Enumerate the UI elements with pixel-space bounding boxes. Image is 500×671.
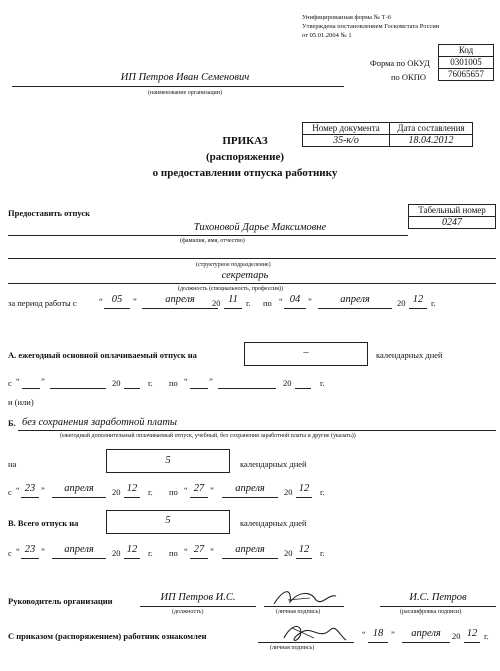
section-b-days-value: 5 bbox=[165, 455, 171, 466]
section-a-from-quote-open: “ bbox=[16, 376, 20, 386]
section-a-to-month-line bbox=[218, 388, 276, 389]
section-b-type-line bbox=[18, 430, 496, 431]
section-b-from-year-line bbox=[124, 497, 140, 498]
section-a-to-year-prefix: 20 bbox=[283, 378, 292, 388]
okud-label: Форма по ОКУД bbox=[370, 58, 430, 68]
section-b-to-year: 12 bbox=[298, 483, 310, 494]
organization-name: ИП Петров Иван Семенович bbox=[120, 72, 250, 83]
section-b-from-label: с bbox=[8, 487, 12, 497]
head-sign-caption: (личная подпись) bbox=[276, 609, 321, 615]
section-v-label: В. Всего отпуск на bbox=[8, 518, 79, 528]
ack-month: апреля bbox=[411, 628, 441, 639]
section-v-to-day-line bbox=[190, 558, 208, 559]
section-b-to-year-suffix: г. bbox=[320, 487, 325, 497]
employee-name-caption: (фамилия, имя, отчество) bbox=[180, 238, 245, 244]
section-v-days-suffix: календарных дней bbox=[240, 518, 307, 528]
section-v-to-month: апреля bbox=[235, 544, 265, 555]
ack-day-line bbox=[368, 642, 388, 643]
position-caption: (должность (специальность, профессия)) bbox=[178, 286, 283, 292]
period-from-year: 11 bbox=[228, 294, 238, 305]
period-to-year-prefix: 20 bbox=[397, 298, 406, 308]
section-a-from-quote-close: ” bbox=[41, 376, 45, 386]
code-table bbox=[438, 44, 494, 81]
section-v-from-year: 12 bbox=[126, 544, 138, 555]
ack-quote-open: “ bbox=[362, 629, 366, 639]
section-b-from-month: апреля bbox=[64, 483, 94, 494]
period-to-month-line bbox=[318, 308, 392, 309]
period-to-month: апреля bbox=[340, 294, 370, 305]
section-a-to-year-line bbox=[295, 388, 311, 389]
section-v-to-year-line bbox=[296, 558, 312, 559]
order-title: ПРИКАЗ bbox=[222, 135, 268, 147]
section-a-from-year-suffix: г. bbox=[148, 378, 153, 388]
section-v-days-value: 5 bbox=[165, 515, 171, 526]
section-v-to-day: 27 bbox=[193, 544, 205, 555]
ack-month-line bbox=[402, 642, 450, 643]
period-from-quote-open: “ bbox=[99, 296, 103, 306]
ack-sign-line bbox=[258, 642, 354, 643]
section-a-label: А. ежегодный основной оплачиваемый отпуск на bbox=[8, 350, 197, 360]
section-b-from-year-prefix: 20 bbox=[112, 487, 121, 497]
head-decode: И.С. Петров bbox=[409, 592, 467, 603]
doc-date-value: 18.04.2012 bbox=[390, 135, 473, 147]
okpo-value: 76065657 bbox=[439, 69, 494, 81]
head-position-line bbox=[140, 606, 256, 607]
section-a-to-year-suffix: г. bbox=[320, 378, 325, 388]
period-from-day: 05 bbox=[111, 294, 123, 305]
period-from-quote-close: ” bbox=[133, 296, 137, 306]
section-v-to-month-line bbox=[222, 558, 278, 559]
head-sign-line bbox=[264, 606, 344, 607]
section-a-days-value: – bbox=[303, 347, 309, 358]
ack-year-prefix: 20 bbox=[452, 631, 461, 641]
head-decode-caption: (расшифровка подписи) bbox=[400, 609, 462, 615]
head-position: ИП Петров И.С. bbox=[160, 592, 236, 603]
period-from-year-prefix: 20 bbox=[212, 298, 221, 308]
section-v-from-quote-open: “ bbox=[16, 546, 20, 556]
tab-number-value: 0247 bbox=[409, 217, 496, 229]
ack-year: 12 bbox=[466, 628, 478, 639]
period-from-day-line bbox=[104, 308, 130, 309]
employee-position: секретарь bbox=[221, 270, 269, 281]
section-v-to-year-prefix: 20 bbox=[284, 548, 293, 558]
period-from-month-line bbox=[142, 308, 218, 309]
section-a-to-day-line bbox=[190, 388, 208, 389]
section-a-from-label: с bbox=[8, 378, 12, 388]
period-from-year-line bbox=[224, 308, 242, 309]
code-header: Код bbox=[439, 45, 494, 57]
section-a-days-suffix: календарных дней bbox=[376, 350, 443, 360]
and-or-label: и (или) bbox=[8, 397, 34, 407]
section-v-from-day: 23 bbox=[24, 544, 36, 555]
section-b-to-day: 27 bbox=[193, 483, 205, 494]
section-b-caption: (ежегодный дополнительный оплачиваемый отпуск, учебный, без сохранения заработной платы и другие (указать)) bbox=[60, 433, 356, 439]
department-line bbox=[8, 258, 496, 259]
section-v-to-label: по bbox=[169, 548, 178, 558]
section-b-from-year: 12 bbox=[126, 483, 138, 494]
employee-name: Тихоновой Дарье Максимовне bbox=[193, 222, 327, 233]
section-a-to-quote-close: ” bbox=[209, 376, 213, 386]
period-to-year: 12 bbox=[412, 294, 424, 305]
ack-label: С приказом (распоряжением) работник ознакомлен bbox=[8, 631, 207, 641]
ack-year-suffix: г. bbox=[484, 631, 489, 641]
period-to-year-line bbox=[409, 308, 427, 309]
employee-name-line bbox=[8, 235, 408, 236]
section-b-to-label: по bbox=[169, 487, 178, 497]
section-v-to-quote-open: “ bbox=[184, 546, 188, 556]
section-a-from-year-prefix: 20 bbox=[112, 378, 121, 388]
organization-caption: (наименование организации) bbox=[148, 90, 222, 96]
section-a-to-quote-open: “ bbox=[184, 376, 188, 386]
period-to-day: 04 bbox=[289, 294, 301, 305]
organization-line bbox=[12, 86, 344, 87]
section-b-to-year-prefix: 20 bbox=[284, 487, 293, 497]
okud-value: 0301005 bbox=[439, 57, 494, 69]
period-to-year-suffix: г. bbox=[431, 298, 436, 308]
section-v-from-year-prefix: 20 bbox=[112, 548, 121, 558]
section-b-label: Б. bbox=[8, 418, 16, 428]
section-v-from-label: с bbox=[8, 548, 12, 558]
period-to-quote-open: “ bbox=[279, 296, 283, 306]
section-b-to-day-line bbox=[190, 497, 208, 498]
section-b-from-day: 23 bbox=[24, 483, 36, 494]
section-b-from-year-suffix: г. bbox=[148, 487, 153, 497]
section-b-from-day-line bbox=[21, 497, 39, 498]
form-approved-label: Утверждена постановлением Госкомстата России bbox=[302, 23, 440, 30]
section-v-from-year-line bbox=[124, 558, 140, 559]
period-to-label: по bbox=[263, 298, 272, 308]
section-b-to-month: апреля bbox=[235, 483, 265, 494]
section-a-from-month-line bbox=[50, 388, 106, 389]
period-label: за период работы с bbox=[8, 298, 77, 308]
ack-year-line bbox=[464, 642, 480, 643]
doc-number-table bbox=[302, 122, 473, 147]
ack-quote-close: ” bbox=[391, 629, 395, 639]
form-date-label: от 05.01.2004 № 1 bbox=[302, 32, 352, 39]
period-to-quote-close: ” bbox=[308, 296, 312, 306]
tab-number-header: Табельный номер bbox=[409, 205, 496, 217]
period-from-year-suffix: г. bbox=[246, 298, 251, 308]
section-b-to-month-line bbox=[222, 497, 278, 498]
period-from-month: апреля bbox=[165, 294, 195, 305]
section-b-on-label: на bbox=[8, 459, 17, 469]
section-b-to-year-line bbox=[296, 497, 312, 498]
section-a-from-day-line bbox=[22, 388, 40, 389]
tab-number-table bbox=[408, 204, 496, 229]
head-label: Руководитель организации bbox=[8, 596, 113, 606]
position-line bbox=[8, 283, 496, 284]
order-description: о предоставлении отпуска работнику bbox=[152, 167, 338, 179]
section-v-to-year: 12 bbox=[298, 544, 310, 555]
section-a-to-label: по bbox=[169, 378, 178, 388]
section-b-from-month-line bbox=[52, 497, 106, 498]
section-v-to-quote-close: ” bbox=[210, 546, 214, 556]
section-v-from-year-suffix: г. bbox=[148, 548, 153, 558]
section-b-type: без сохранения заработной платы bbox=[22, 417, 178, 428]
doc-number-value: 35-к/о bbox=[303, 135, 390, 147]
ack-day: 18 bbox=[372, 628, 384, 639]
doc-date-header: Дата составления bbox=[390, 123, 473, 135]
period-to-day-line bbox=[284, 308, 306, 309]
section-a-from-year-line bbox=[124, 388, 140, 389]
doc-number-header: Номер документа bbox=[303, 123, 390, 135]
section-b-to-quote-open: “ bbox=[184, 485, 188, 495]
section-b-days-suffix: календарных дней bbox=[240, 459, 307, 469]
section-v-to-year-suffix: г. bbox=[320, 548, 325, 558]
form-unified-label: Унифицированная форма № Т-6 bbox=[302, 14, 391, 21]
order-subtitle: (распоряжение) bbox=[205, 151, 284, 163]
section-v-from-month-line bbox=[52, 558, 106, 559]
head-decode-line bbox=[380, 606, 496, 607]
ack-sign-caption: (личная подпись) bbox=[270, 645, 315, 651]
head-position-caption: (должность) bbox=[172, 609, 204, 615]
section-v-from-month: апреля bbox=[64, 544, 94, 555]
grant-leave-label: Предоставить отпуск bbox=[8, 208, 91, 218]
section-v-from-quote-close: ” bbox=[41, 546, 45, 556]
section-v-from-day-line bbox=[21, 558, 39, 559]
department-caption: (структурное подразделение) bbox=[196, 262, 271, 268]
okpo-label: по ОКПО bbox=[391, 72, 427, 82]
section-b-to-quote-close: ” bbox=[210, 485, 214, 495]
section-b-from-quote-open: “ bbox=[16, 485, 20, 495]
section-b-from-quote-close: ” bbox=[41, 485, 45, 495]
